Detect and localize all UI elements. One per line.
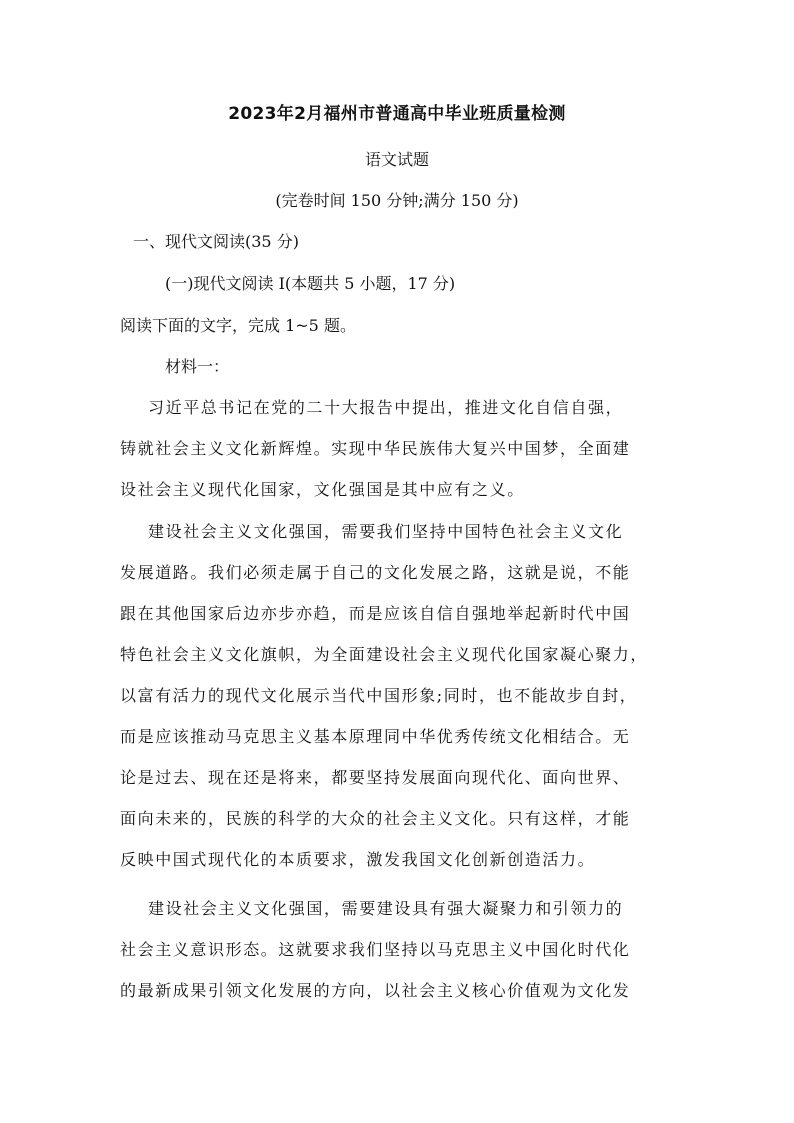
exam-time-info: (完卷时间 150 分钟;满分 150 分) bbox=[275, 191, 519, 210]
paragraph-line: 铸就社会主义文化新辉煌。实现中华民族伟大复兴中国梦，全面建 bbox=[120, 439, 631, 458]
material-label: 材料一： bbox=[165, 357, 230, 376]
reading-instruction: 阅读下面的文字，完成 1~5 题。 bbox=[120, 316, 356, 335]
paragraph-line: 设社会主义现代化国家，文化强国是其中应有之义。 bbox=[120, 480, 525, 499]
section-heading: 一、现代文阅读(35 分) bbox=[133, 232, 299, 251]
paragraph-line: 建设社会主义文化强国，需要我们坚持中国特色社会主义文化 bbox=[148, 522, 624, 541]
subsection-heading: (一)现代文阅读 I(本题共 5 小题，17 分) bbox=[165, 274, 456, 293]
paragraph-line: 特色社会主义文化旗帜，为全面建设社会主义现代化国家凝心聚力， bbox=[120, 645, 649, 664]
paragraph-line: 社会主义意识形态。这就要求我们坚持以马克思主义中国化时代化 bbox=[120, 940, 631, 959]
paragraph-line: 反映中国式现代化的本质要求，激发我国文化创新创造活力。 bbox=[120, 850, 596, 869]
paragraph-line: 建设社会主义文化强国，需要建设具有强大凝聚力和引领力的 bbox=[148, 899, 624, 918]
paragraph-line: 面向未来的，民族的科学的大众的社会主义文化。只有这样，才能 bbox=[120, 809, 631, 828]
paragraph-line: 以富有活力的现代文化展示当代中国形象;同时，也不能故步自封， bbox=[120, 686, 638, 705]
paragraph-line: 发展道路。我们必须走属于自己的文化发展之路，这就是说，不能 bbox=[120, 563, 631, 582]
paragraph-line: 习近平总书记在党的二十大报告中提出，推进文化自信自强， bbox=[148, 398, 624, 417]
paragraph-line: 论是过去、现在还是将来，都要坚持发展面向现代化、面向世界、 bbox=[120, 768, 631, 787]
exam-subject: 语文试题 bbox=[364, 150, 429, 169]
paragraph-line: 而是应该推动马克思主义基本原理同中华优秀传统文化相结合。无 bbox=[120, 727, 631, 746]
paragraph-line: 跟在其他国家后边亦步亦趋，而是应该自信自强地举起新时代中国 bbox=[120, 604, 631, 623]
exam-title: 2023年2月福州市普通高中毕业班质量检测 bbox=[228, 104, 566, 124]
paragraph-line: 的最新成果引领文化发展的方向，以社会主义核心价值观为文化发 bbox=[120, 981, 631, 1000]
